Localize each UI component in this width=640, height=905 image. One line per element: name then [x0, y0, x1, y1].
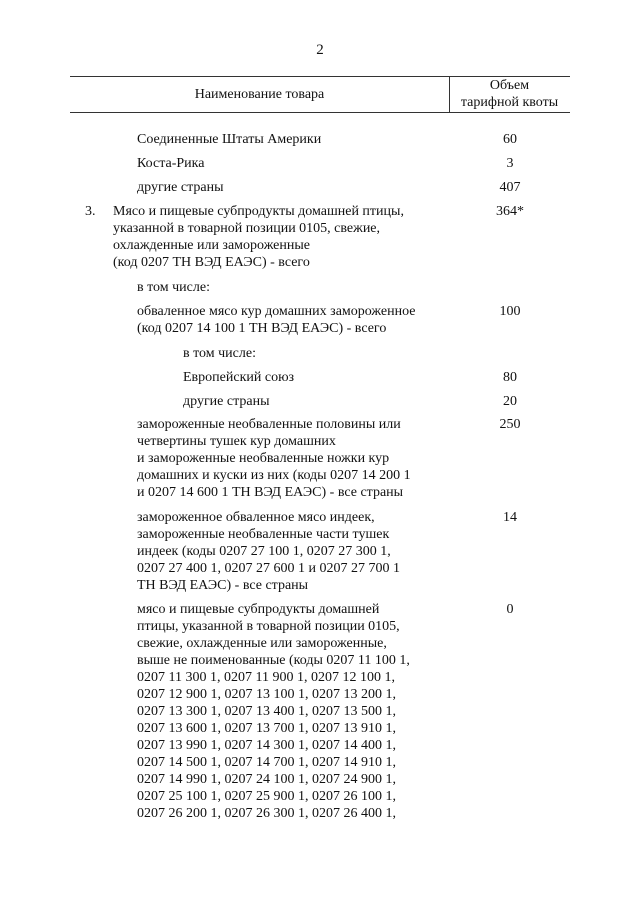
- row-text: в том числе:: [137, 280, 210, 295]
- row-value: 60: [503, 132, 517, 147]
- row-text: другие страны: [183, 394, 270, 409]
- row-text: другие страны: [137, 180, 224, 195]
- column-header-quota: Объем тарифной квоты: [460, 78, 559, 110]
- row-value: 250: [499, 417, 521, 432]
- row-value: 80: [503, 370, 517, 385]
- row-text: обваленное мясо кур домашних замороженное (код 0207 14 100 1 ТН ВЭД ЕАЭС) - всего: [137, 304, 416, 336]
- row-text: Европейский союз: [183, 370, 295, 385]
- row-value: 3: [506, 156, 514, 171]
- row-number: 3.: [85, 204, 96, 219]
- row-text: Мясо и пищевые субпродукты домашней птицы, указанной в товарной позиции 0105, свежие, охлажденные или замороженные (код 0207 ТН ВЭД ЕАЭС) - всего: [113, 204, 404, 270]
- row-text: мясо и пищевые субпродукты домашней птицы, указанной в товарной позиции 0105, свежие, охлажденные или замороженные, выше не поименованные (коды 0207 11 100 1, 0207 11 300 1, 0207 11 900 1, 0207 12 100 1, 0207 12 900 1, 0207 13 100 1, 0207 13 200 1, 0207 13 300 1, 0207 13 400 1, 0207 13 500 1, 0207 13 600 1, 0207 13 700 1, 0207 13 910 1, 0207 13 990 1, 0207 14 300 1, 0207 14 400 1, 0207 14 500 1, 0207 14 700 1, 0207 14 910 1, 0207 14 990 1, 0207 24 100 1, 0207 24 900 1, 0207 25 100 1, 0207 25 900 1, 0207 26 100 1, 0207 26 200 1, 0207 26 300 1, 0207 26 400 1,: [137, 602, 410, 821]
- row-value: 364*: [496, 204, 524, 219]
- column-header-name: Наименование товара: [194, 87, 325, 102]
- row-text: замороженное обваленное мясо индеек, замороженные необваленные части тушек индеек (коды 0207 27 100 1, 0207 27 300 1, 0207 27 400 1, 0207 27 600 1 и 0207 27 700 1 ТН ВЭД ЕАЭС) - все страны: [137, 510, 400, 593]
- row-text: Соединенные Штаты Америки: [137, 132, 322, 147]
- row-value: 100: [499, 304, 521, 319]
- row-value: 14: [503, 510, 517, 525]
- row-value: 0: [506, 602, 514, 617]
- row-text: Коста-Рика: [137, 156, 205, 171]
- table-header-rule: [70, 112, 570, 113]
- row-value: 407: [499, 180, 521, 195]
- page-number: 2: [316, 42, 324, 58]
- row-value: 20: [503, 394, 517, 409]
- row-text: в том числе:: [183, 346, 256, 361]
- row-text: замороженные необваленные половины или четвертины тушек кур домашних и замороженные необваленные ножки кур домашних и куски из них (коды 0207 14 200 1 и 0207 14 600 1 ТН ВЭД ЕАЭС) - все страны: [137, 417, 411, 500]
